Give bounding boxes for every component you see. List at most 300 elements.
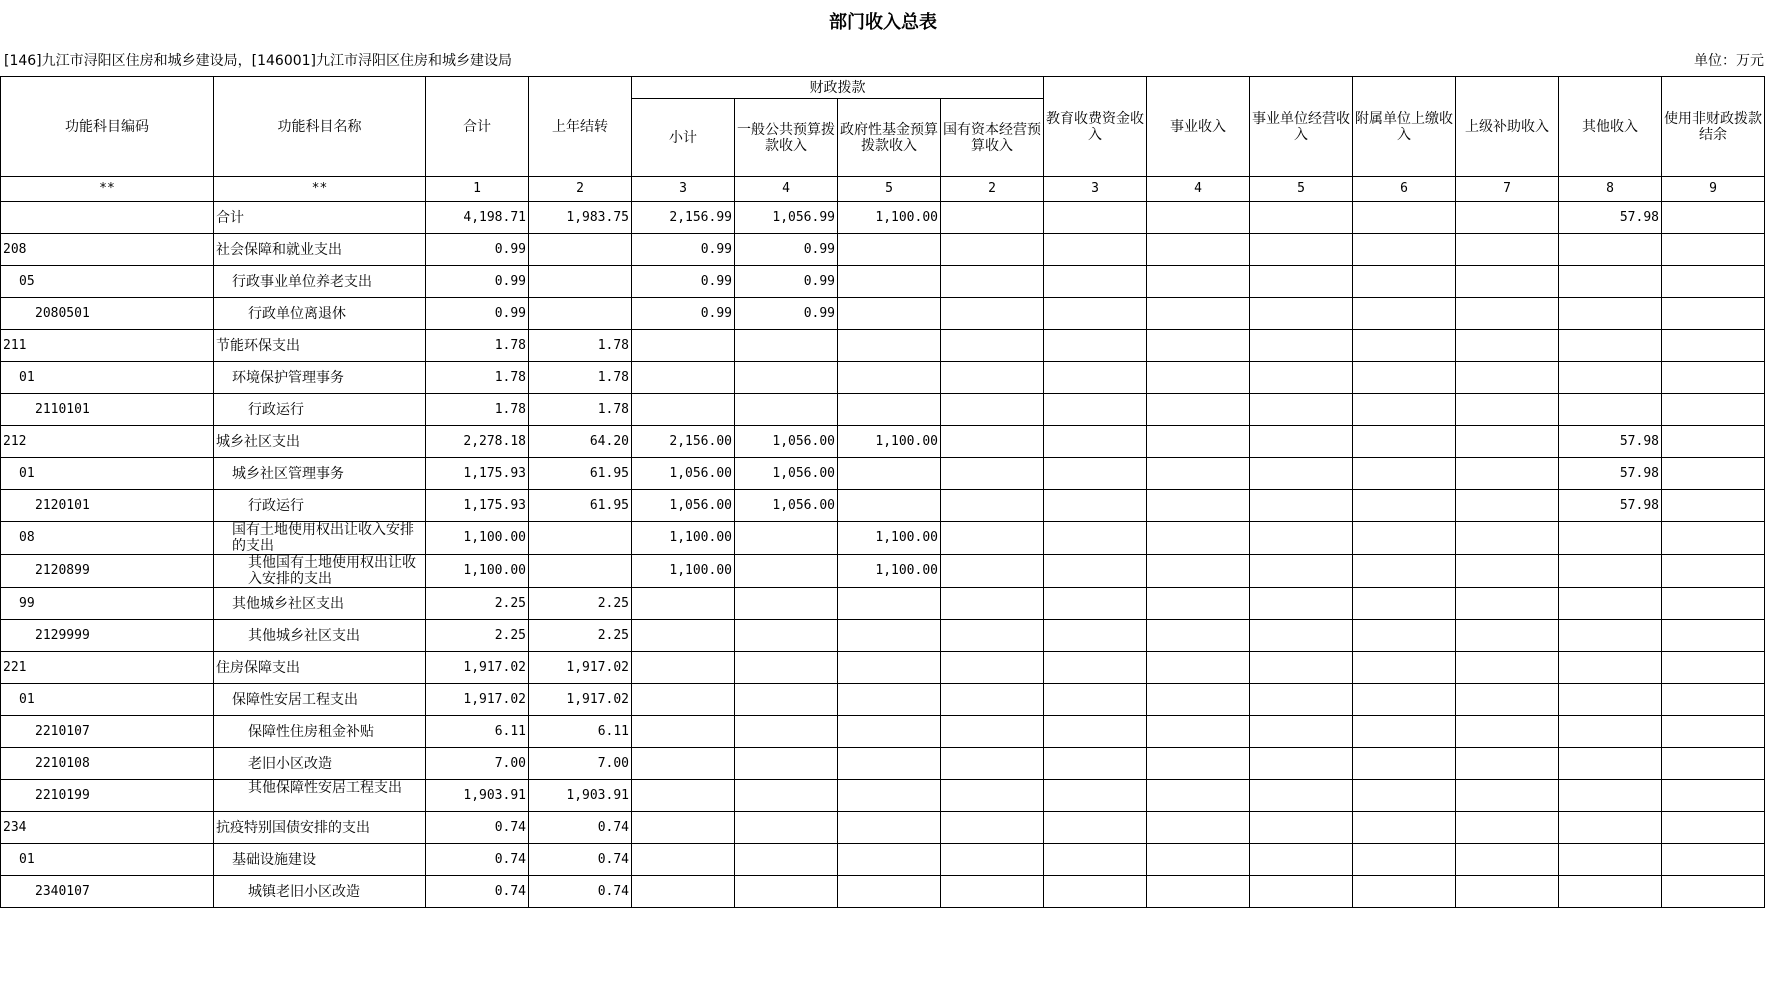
row-value xyxy=(735,522,838,555)
row-value xyxy=(1044,362,1147,394)
row-value: 1.78 xyxy=(529,394,632,426)
header-superior-subsidy: 上级补助收入 xyxy=(1456,77,1559,177)
header-operating-income: 事业单位经营收入 xyxy=(1250,77,1353,177)
row-value: 2,156.00 xyxy=(632,426,735,458)
row-value xyxy=(1147,362,1250,394)
row-code: 2210107 xyxy=(1,716,214,748)
table-body xyxy=(1,202,1765,908)
row-value: 57.98 xyxy=(1559,426,1662,458)
row-value xyxy=(1250,780,1353,812)
row-value xyxy=(632,330,735,362)
row-value xyxy=(1044,202,1147,234)
row-value xyxy=(838,620,941,652)
row-code: 2210108 xyxy=(1,748,214,780)
row-value: 61.95 xyxy=(529,458,632,490)
row-value xyxy=(1559,876,1662,908)
row-value xyxy=(1353,458,1456,490)
row-value xyxy=(735,652,838,684)
row-code xyxy=(1,202,214,234)
row-value: 1.78 xyxy=(529,330,632,362)
row-name: 行政事业单位养老支出 xyxy=(214,266,426,298)
row-value xyxy=(1250,812,1353,844)
row-value xyxy=(941,426,1044,458)
row-value xyxy=(941,490,1044,522)
row-value xyxy=(1456,748,1559,780)
row-value xyxy=(838,748,941,780)
row-name: 行政运行 xyxy=(214,490,426,522)
row-value xyxy=(1044,780,1147,812)
row-value xyxy=(941,330,1044,362)
row-value: 1,917.02 xyxy=(529,684,632,716)
row-value: 1,056.00 xyxy=(735,458,838,490)
row-value xyxy=(941,234,1044,266)
table-row xyxy=(1,555,1765,588)
row-value xyxy=(735,748,838,780)
header-name: 功能科目名称 xyxy=(214,77,426,177)
header-total: 合计 xyxy=(426,77,529,177)
row-value xyxy=(1662,716,1765,748)
row-value: 0.99 xyxy=(426,234,529,266)
table-row xyxy=(1,330,1765,362)
row-code: 211 xyxy=(1,330,214,362)
row-value xyxy=(735,620,838,652)
table-row xyxy=(1,266,1765,298)
row-value xyxy=(1456,330,1559,362)
row-value: 57.98 xyxy=(1559,202,1662,234)
row-value: 57.98 xyxy=(1559,490,1662,522)
row-value xyxy=(632,876,735,908)
index-cell: 4 xyxy=(1147,177,1250,202)
header-subtotal: 小计 xyxy=(632,99,735,177)
row-value xyxy=(1353,588,1456,620)
row-value xyxy=(1662,330,1765,362)
table-row xyxy=(1,844,1765,876)
row-value xyxy=(1147,844,1250,876)
row-value xyxy=(1250,266,1353,298)
row-value: 57.98 xyxy=(1559,458,1662,490)
row-value xyxy=(941,780,1044,812)
row-value: 1,983.75 xyxy=(529,202,632,234)
row-value xyxy=(1250,588,1353,620)
row-value xyxy=(1044,812,1147,844)
row-name: 环境保护管理事务 xyxy=(214,362,426,394)
row-value xyxy=(735,684,838,716)
row-value xyxy=(632,620,735,652)
row-value xyxy=(1456,458,1559,490)
row-value xyxy=(1559,330,1662,362)
row-value xyxy=(1250,716,1353,748)
row-value xyxy=(1250,844,1353,876)
row-value: 2.25 xyxy=(426,588,529,620)
table-header xyxy=(1,77,1765,202)
row-name: 其他城乡社区支出 xyxy=(214,620,426,652)
header-code: 功能科目编码 xyxy=(1,77,214,177)
header-general-budget: 一般公共预算拨款收入 xyxy=(735,99,838,177)
row-value xyxy=(1353,202,1456,234)
row-value xyxy=(1353,522,1456,555)
row-value xyxy=(941,266,1044,298)
row-value xyxy=(632,812,735,844)
row-value xyxy=(1456,202,1559,234)
row-value xyxy=(1044,458,1147,490)
row-value: 1.78 xyxy=(529,362,632,394)
row-value xyxy=(941,844,1044,876)
index-cell: 3 xyxy=(632,177,735,202)
row-value xyxy=(1250,522,1353,555)
row-value xyxy=(1147,394,1250,426)
row-value: 0.99 xyxy=(735,298,838,330)
row-code: 2129999 xyxy=(1,620,214,652)
row-name: 其他国有土地使用权出让收入安排的支出 xyxy=(214,555,426,588)
row-value: 2.25 xyxy=(529,620,632,652)
row-value xyxy=(1559,812,1662,844)
row-value xyxy=(1559,844,1662,876)
row-value xyxy=(1353,490,1456,522)
table-row xyxy=(1,684,1765,716)
row-code: 221 xyxy=(1,652,214,684)
header-affiliated-income: 附属单位上缴收入 xyxy=(1353,77,1456,177)
row-value xyxy=(838,266,941,298)
row-value: 1,100.00 xyxy=(838,202,941,234)
row-value xyxy=(1044,234,1147,266)
row-value xyxy=(1250,234,1353,266)
row-name: 行政单位离退休 xyxy=(214,298,426,330)
row-value xyxy=(1456,716,1559,748)
row-code: 2120101 xyxy=(1,490,214,522)
row-value xyxy=(1353,555,1456,588)
row-value xyxy=(1044,876,1147,908)
index-cell: ** xyxy=(214,177,426,202)
row-value: 0.74 xyxy=(529,812,632,844)
row-value xyxy=(735,812,838,844)
unit-label: 单位：万元 xyxy=(1694,53,1764,69)
row-value xyxy=(632,684,735,716)
table-row xyxy=(1,652,1765,684)
row-value xyxy=(1044,716,1147,748)
row-value xyxy=(1456,844,1559,876)
row-code: 2120899 xyxy=(1,555,214,588)
row-value xyxy=(632,362,735,394)
row-value xyxy=(941,522,1044,555)
row-value xyxy=(1147,266,1250,298)
row-value xyxy=(1662,522,1765,555)
row-name: 国有土地使用权出让收入安排的支出 xyxy=(214,522,426,555)
row-value xyxy=(1250,876,1353,908)
header-business-income: 事业收入 xyxy=(1147,77,1250,177)
row-value xyxy=(1456,490,1559,522)
row-value xyxy=(1559,234,1662,266)
row-value xyxy=(1456,362,1559,394)
row-value xyxy=(1456,620,1559,652)
row-value xyxy=(1250,458,1353,490)
table-row xyxy=(1,780,1765,812)
row-value: 2,278.18 xyxy=(426,426,529,458)
row-value xyxy=(1559,362,1662,394)
row-value xyxy=(941,812,1044,844)
row-value xyxy=(1662,394,1765,426)
row-value xyxy=(838,876,941,908)
row-value xyxy=(1250,394,1353,426)
row-value xyxy=(1662,266,1765,298)
table-row xyxy=(1,234,1765,266)
row-value xyxy=(1147,555,1250,588)
header-gov-fund: 政府性基金预算拨款收入 xyxy=(838,99,941,177)
table-row xyxy=(1,394,1765,426)
row-value xyxy=(735,394,838,426)
table-row xyxy=(1,298,1765,330)
row-value: 7.00 xyxy=(426,748,529,780)
row-value xyxy=(1353,780,1456,812)
row-value xyxy=(1662,652,1765,684)
row-value xyxy=(1147,780,1250,812)
row-value xyxy=(1250,748,1353,780)
row-name: 城镇老旧小区改造 xyxy=(214,876,426,908)
table-row xyxy=(1,522,1765,555)
row-name: 社会保障和就业支出 xyxy=(214,234,426,266)
row-value xyxy=(1456,234,1559,266)
row-value xyxy=(1147,426,1250,458)
header-state-capital: 国有资本经营预算收入 xyxy=(941,99,1044,177)
row-value xyxy=(1662,812,1765,844)
row-value xyxy=(1456,684,1559,716)
row-value xyxy=(632,588,735,620)
row-value xyxy=(941,876,1044,908)
row-value xyxy=(1662,620,1765,652)
row-value: 1.78 xyxy=(426,330,529,362)
row-value xyxy=(529,522,632,555)
row-value xyxy=(1559,620,1662,652)
row-value xyxy=(632,780,735,812)
row-value xyxy=(1456,780,1559,812)
row-value xyxy=(1044,426,1147,458)
row-value: 1,903.91 xyxy=(426,780,529,812)
row-value xyxy=(838,716,941,748)
row-value: 1,175.93 xyxy=(426,490,529,522)
row-value: 7.00 xyxy=(529,748,632,780)
row-code: 01 xyxy=(1,458,214,490)
row-value xyxy=(1353,298,1456,330)
row-value xyxy=(1353,652,1456,684)
row-value xyxy=(1456,298,1559,330)
row-value: 1,903.91 xyxy=(529,780,632,812)
index-cell: 5 xyxy=(838,177,941,202)
row-value xyxy=(1662,748,1765,780)
row-value: 2.25 xyxy=(426,620,529,652)
row-value xyxy=(1250,202,1353,234)
row-value xyxy=(1044,620,1147,652)
row-value xyxy=(1456,555,1559,588)
row-value xyxy=(838,812,941,844)
row-value: 0.74 xyxy=(426,876,529,908)
row-value xyxy=(1250,298,1353,330)
row-code: 2080501 xyxy=(1,298,214,330)
row-value xyxy=(1044,748,1147,780)
row-value xyxy=(735,780,838,812)
table-row xyxy=(1,202,1765,234)
row-value xyxy=(1559,298,1662,330)
row-value xyxy=(838,780,941,812)
row-value xyxy=(1044,266,1147,298)
row-value: 0.74 xyxy=(529,876,632,908)
row-value xyxy=(735,362,838,394)
row-value xyxy=(1353,812,1456,844)
row-code: 99 xyxy=(1,588,214,620)
row-code: 2210199 xyxy=(1,780,214,812)
row-value xyxy=(1044,490,1147,522)
row-value xyxy=(838,844,941,876)
row-value xyxy=(735,876,838,908)
row-value xyxy=(1662,298,1765,330)
row-value xyxy=(838,652,941,684)
row-name: 抗疫特别国债安排的支出 xyxy=(214,812,426,844)
row-value xyxy=(1353,748,1456,780)
index-cell: 8 xyxy=(1559,177,1662,202)
row-value xyxy=(1353,684,1456,716)
row-value xyxy=(1044,652,1147,684)
row-value: 1,100.00 xyxy=(426,522,529,555)
row-value xyxy=(1044,555,1147,588)
row-value xyxy=(1147,234,1250,266)
row-value xyxy=(632,844,735,876)
row-value xyxy=(1250,652,1353,684)
row-value xyxy=(1250,620,1353,652)
row-value: 1,100.00 xyxy=(838,522,941,555)
row-value xyxy=(1456,426,1559,458)
row-value: 1,917.02 xyxy=(426,652,529,684)
row-value xyxy=(1147,330,1250,362)
table-row xyxy=(1,458,1765,490)
row-value xyxy=(838,684,941,716)
row-name: 基础设施建设 xyxy=(214,844,426,876)
row-value xyxy=(1559,780,1662,812)
index-cell: 2 xyxy=(941,177,1044,202)
row-value xyxy=(838,394,941,426)
row-value xyxy=(838,362,941,394)
row-code: 01 xyxy=(1,362,214,394)
row-value xyxy=(1559,555,1662,588)
row-value xyxy=(1250,426,1353,458)
row-value: 1,056.00 xyxy=(735,426,838,458)
row-value xyxy=(1353,844,1456,876)
row-value xyxy=(1662,490,1765,522)
row-value xyxy=(941,684,1044,716)
header-carryover: 上年结转 xyxy=(529,77,632,177)
table-row xyxy=(1,716,1765,748)
row-value: 1,056.00 xyxy=(632,458,735,490)
row-value xyxy=(632,394,735,426)
row-value xyxy=(941,298,1044,330)
row-code: 08 xyxy=(1,522,214,555)
row-name: 保障性安居工程支出 xyxy=(214,684,426,716)
row-value xyxy=(1044,844,1147,876)
row-value xyxy=(1456,266,1559,298)
row-name: 其他城乡社区支出 xyxy=(214,588,426,620)
row-value xyxy=(1044,298,1147,330)
row-value xyxy=(1456,522,1559,555)
row-value xyxy=(1456,876,1559,908)
index-cell: ** xyxy=(1,177,214,202)
row-value xyxy=(735,844,838,876)
row-value: 0.99 xyxy=(632,298,735,330)
row-code: 212 xyxy=(1,426,214,458)
row-value: 0.74 xyxy=(529,844,632,876)
row-value xyxy=(1147,298,1250,330)
row-value xyxy=(1250,330,1353,362)
row-value xyxy=(1662,202,1765,234)
row-value xyxy=(1353,716,1456,748)
row-name: 城乡社区管理事务 xyxy=(214,458,426,490)
index-row xyxy=(1,177,1765,202)
row-value xyxy=(1147,748,1250,780)
index-cell: 6 xyxy=(1353,177,1456,202)
table-row xyxy=(1,876,1765,908)
table-row xyxy=(1,812,1765,844)
row-value xyxy=(1559,684,1662,716)
row-name: 城乡社区支出 xyxy=(214,426,426,458)
row-value xyxy=(941,394,1044,426)
row-value xyxy=(1044,522,1147,555)
row-value: 64.20 xyxy=(529,426,632,458)
row-code: 2110101 xyxy=(1,394,214,426)
row-value xyxy=(1250,555,1353,588)
row-value xyxy=(1250,684,1353,716)
table-row xyxy=(1,362,1765,394)
row-value: 1,056.99 xyxy=(735,202,838,234)
table-row xyxy=(1,620,1765,652)
row-value xyxy=(1353,620,1456,652)
row-value xyxy=(1559,748,1662,780)
row-value xyxy=(1147,490,1250,522)
row-value xyxy=(1559,266,1662,298)
row-value xyxy=(632,716,735,748)
row-value xyxy=(838,298,941,330)
row-value xyxy=(838,330,941,362)
row-value: 0.99 xyxy=(735,234,838,266)
table-row xyxy=(1,588,1765,620)
row-value xyxy=(1250,490,1353,522)
row-value xyxy=(735,555,838,588)
index-cell: 2 xyxy=(529,177,632,202)
row-value: 1,100.00 xyxy=(632,522,735,555)
row-value xyxy=(735,330,838,362)
row-code: 01 xyxy=(1,684,214,716)
row-value: 1,056.00 xyxy=(632,490,735,522)
row-value xyxy=(529,298,632,330)
row-value xyxy=(1353,394,1456,426)
row-value: 4,198.71 xyxy=(426,202,529,234)
row-code: 01 xyxy=(1,844,214,876)
row-value xyxy=(632,748,735,780)
row-value: 1,100.00 xyxy=(632,555,735,588)
row-code: 234 xyxy=(1,812,214,844)
row-value xyxy=(1662,458,1765,490)
row-value xyxy=(1147,876,1250,908)
row-value xyxy=(1147,522,1250,555)
row-value xyxy=(1353,426,1456,458)
row-value xyxy=(1662,588,1765,620)
row-value: 0.99 xyxy=(735,266,838,298)
row-value: 2.25 xyxy=(529,588,632,620)
row-value xyxy=(941,748,1044,780)
row-value: 61.95 xyxy=(529,490,632,522)
row-value xyxy=(1147,652,1250,684)
row-value xyxy=(941,652,1044,684)
row-value: 0.99 xyxy=(632,266,735,298)
index-cell: 4 xyxy=(735,177,838,202)
row-value xyxy=(1044,684,1147,716)
row-value xyxy=(1662,426,1765,458)
row-value: 6.11 xyxy=(426,716,529,748)
